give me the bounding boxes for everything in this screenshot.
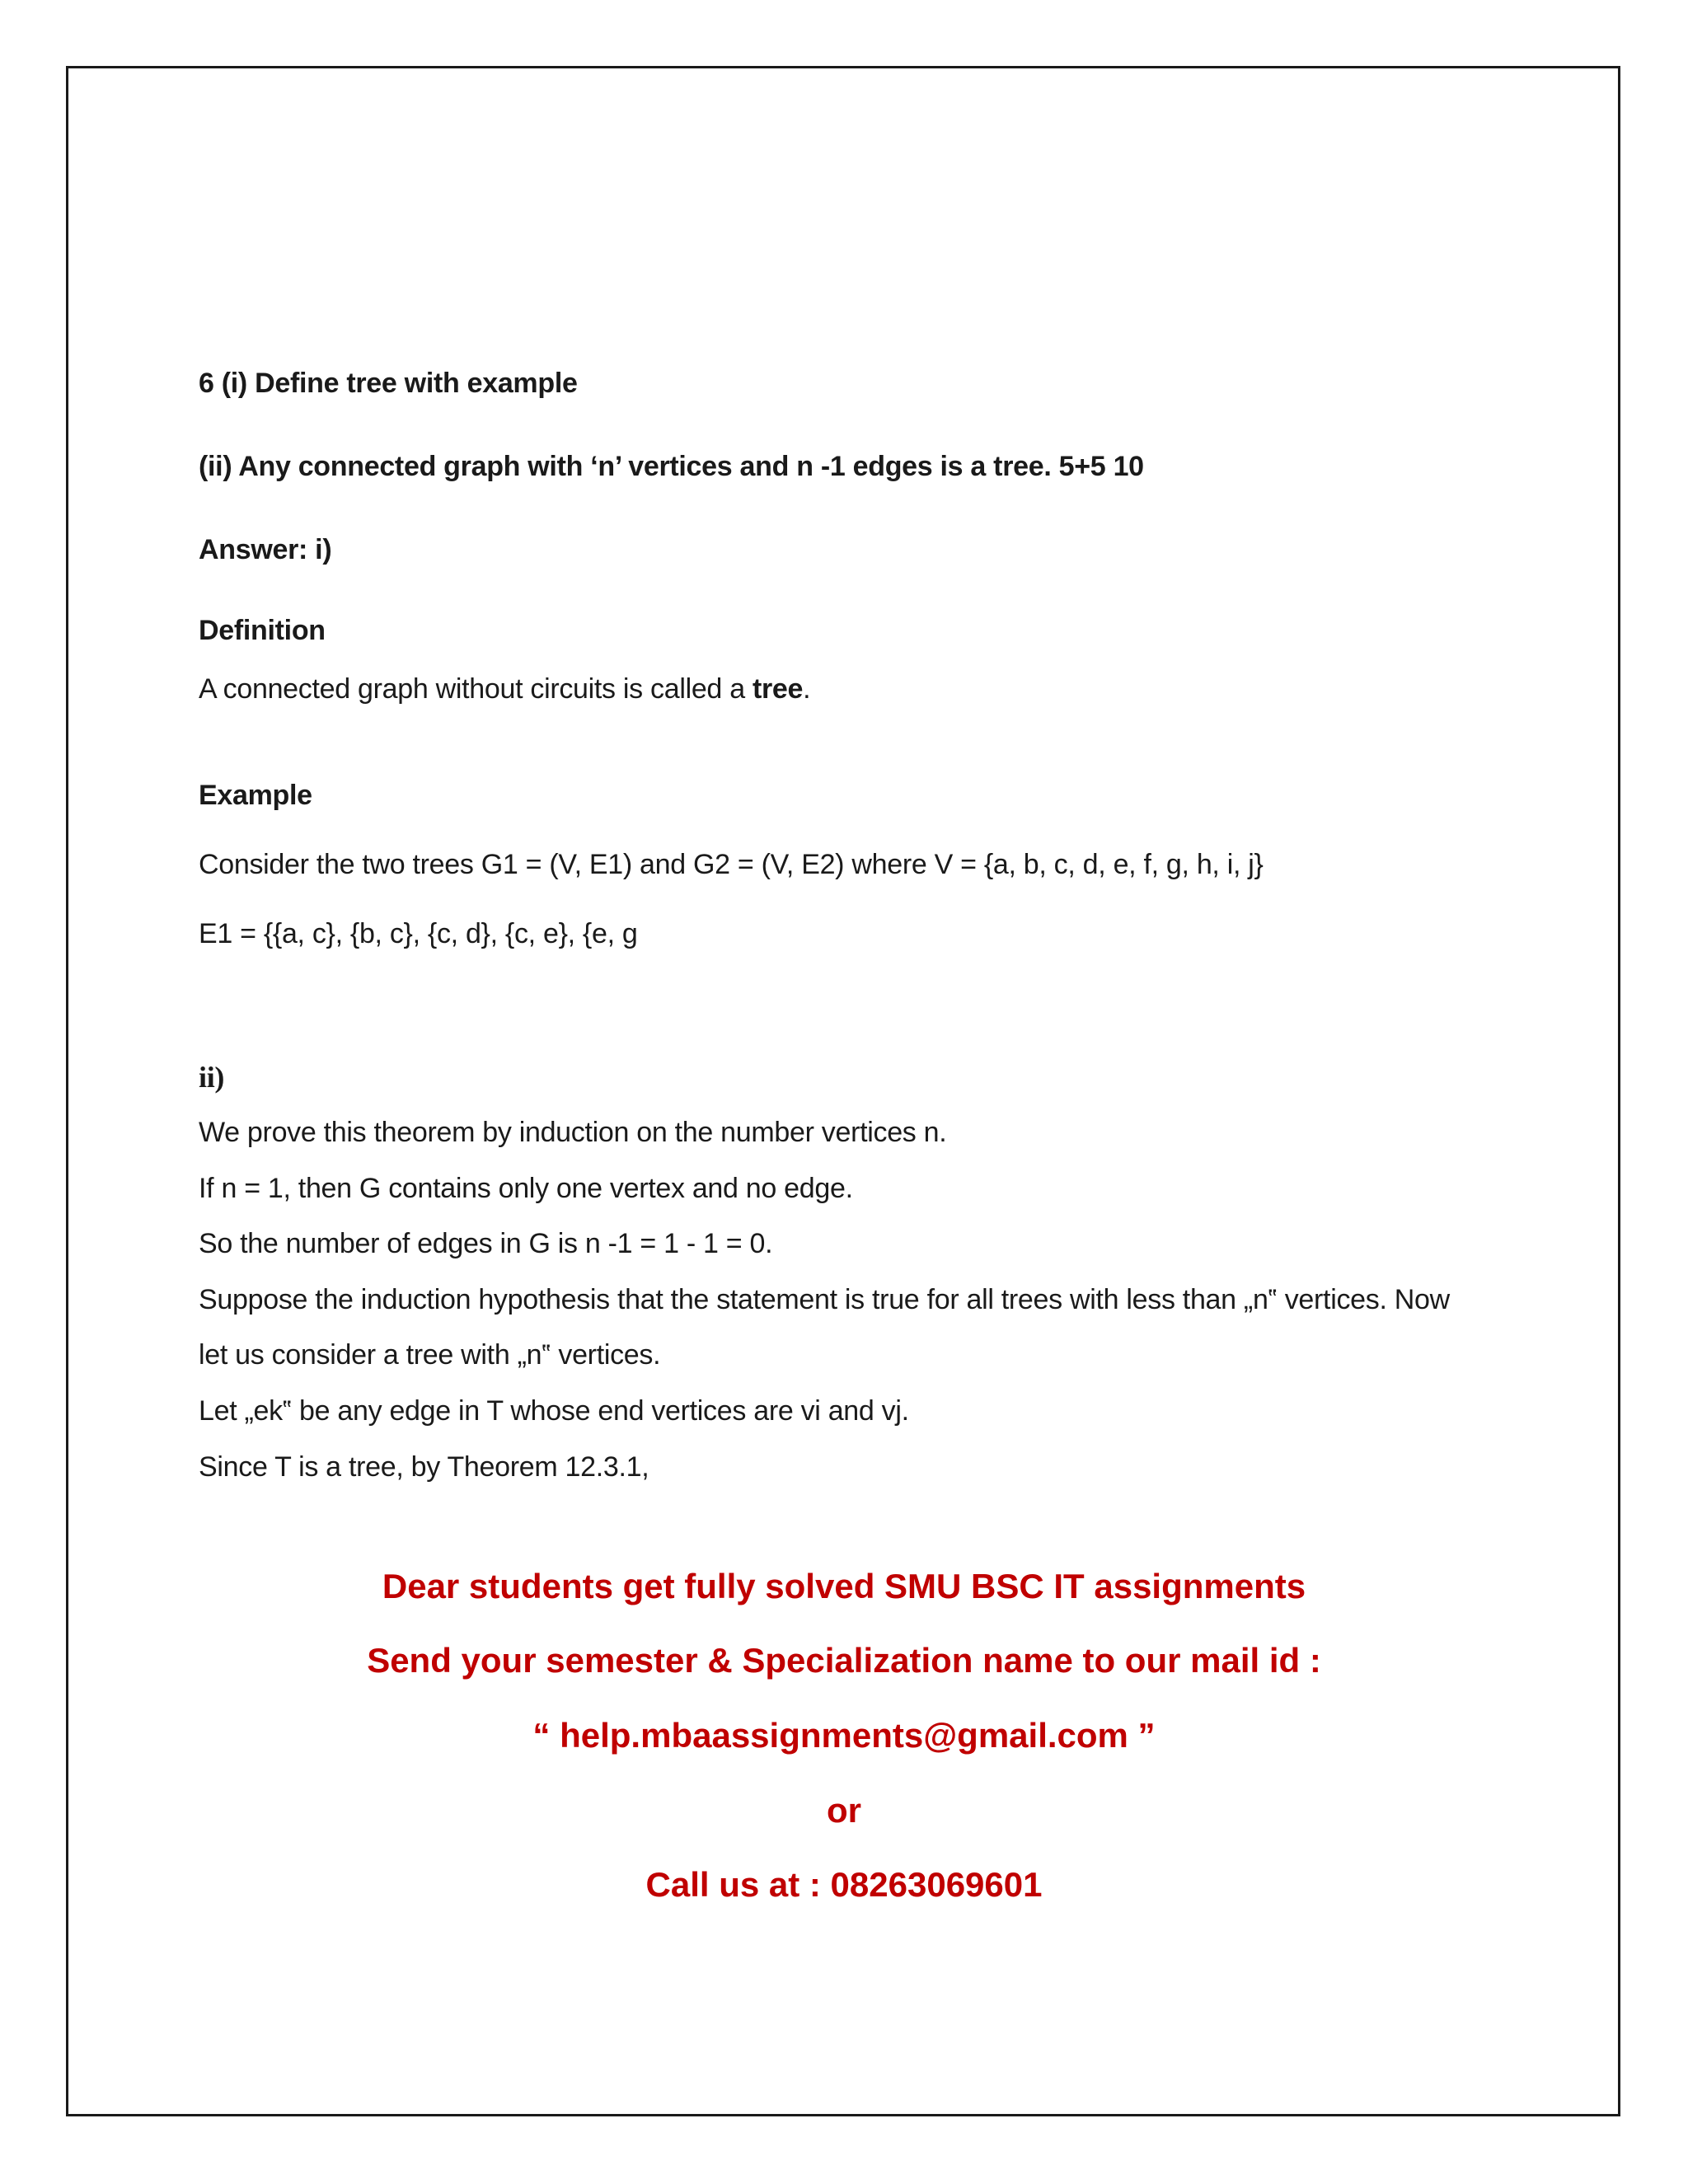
answer-label: Answer: i) — [199, 534, 332, 565]
promo-phone: Call us at : 08263069601 — [645, 1865, 1043, 1904]
definition-term: tree — [752, 673, 804, 705]
example-line-1: Consider the two trees G1 = (V, E1) and G2 = (V, E2) where V = {a, b, c, d, e, f, g, h, i, j} — [199, 849, 1264, 880]
definition-heading: Definition — [199, 615, 326, 646]
proof-line: So the number of edges in G is n -1 = 1 - 1 = 0. — [199, 1228, 773, 1259]
definition-text-after: . — [803, 673, 811, 705]
part-ii-heading: ii) — [199, 1061, 225, 1094]
promo-line-2: Send your semester & Specialization name to our mail id : — [367, 1641, 1321, 1680]
example-line-2: E1 = {{a, c}, {b, c}, {c, d}, {c, e}, {e, g — [199, 918, 638, 949]
definition-text — [199, 675, 810, 703]
example-heading: Example — [199, 780, 312, 811]
promo-line-1: Dear students get fully solved SMU BSC IT assignments — [382, 1567, 1306, 1605]
question-part-1: 6 (i) Define tree with example — [199, 368, 578, 399]
proof-line: Let „ek‟ be any edge in T whose end vertices are vi and vj. — [199, 1395, 909, 1427]
proof-line: Suppose the induction hypothesis that the statement is true for all trees with less than „n‟ vertices. Now — [199, 1284, 1450, 1315]
proof-line: let us consider a tree with „n‟ vertices. — [199, 1339, 661, 1371]
question-part-2: (ii) Any connected graph with ‘n’ vertices and n -1 edges is a tree. 5+5 10 — [199, 451, 1144, 482]
promo-or: or — [827, 1791, 861, 1830]
promo-email: “ help.mbaassignments@gmail.com ” — [532, 1716, 1156, 1755]
proof-line: We prove this theorem by induction on the number vertices n. — [199, 1117, 947, 1148]
proof-line: If n = 1, then G contains only one vertex and no edge. — [199, 1173, 853, 1204]
definition-text-before: A connected graph without circuits is called a — [199, 673, 753, 705]
proof-line: Since T is a tree, by Theorem 12.3.1, — [199, 1451, 649, 1483]
